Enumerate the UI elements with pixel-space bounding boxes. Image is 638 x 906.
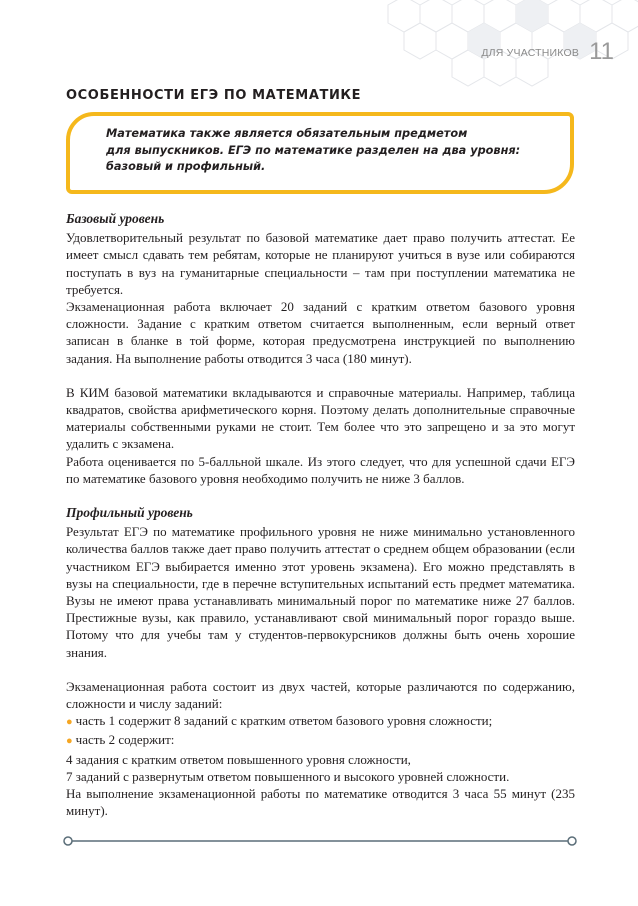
- main-content: [66, 210, 575, 820]
- section-label: ДЛЯ УЧАСТНИКОВ: [481, 47, 580, 59]
- paragraph: Удовлетворительный результат по базовой математике дает право получить аттестат. Ее имеет смысл сдавать тем ребятам, которые не планируют учиться в вузе или собираются поступать в вуз на гуманитарные специальности – там при поступлении математика не требуется.: [66, 230, 575, 297]
- list-item: ● часть 2 содержит:: [66, 732, 175, 748]
- paragraph: 7 заданий с развернутым ответом повышенного и высокого уровней сложности.: [66, 768, 510, 784]
- bullet-icon: ●: [66, 735, 73, 748]
- paragraph: Результат ЕГЭ по математике профильного уровня не ниже минимально установленного количества баллов также дает право получить аттестат о среднем общем образовании (если участником ЕГЭ выбирается именно этот уровень экзамена). Его можно представлять в вузы на специальности, где в перечне вступительных испытаний есть предмет математика. Вузы не имеют права устанавливать минимальный порог по математике ниже 27 баллов. Престижные вузы, как правило, устанавливают свой минимальный порог гораздо выше. Потому что для учебы там у студентов-первокурсников должны быть очень хорошие знания.: [66, 524, 575, 660]
- paragraph: Экзаменационная работа включает 20 заданий с кратким ответом базового уровня сложности. Задание с кратким ответом считается выполненным, если верный ответ записан в бланке в той форме, которая предусмотрена инструкцией по выполнению задания. На выполнение работы отводится 3 часа (180 минут).: [66, 299, 575, 366]
- profile-level-heading: Профильный уровень: [66, 505, 193, 521]
- list-item: ● часть 1 содержит 8 заданий с кратким ответом базового уровня сложности;: [66, 713, 493, 729]
- paragraph: 4 задания с кратким ответом повышенного уровня сложности,: [66, 751, 411, 767]
- paragraph: В КИМ базовой математики вкладываются и справочные материалы. Например, таблица квадратов, свойства арифметического корня. Поэтому делать дополнительные справочные материалы собственными руками не стоит. Тем более что это запрещено и за это могут удалить с экзамена.: [66, 384, 575, 452]
- paragraph: Экзаменационная работа состоит из двух частей, которые различаются по содержанию, сложности и числу заданий:: [66, 678, 575, 712]
- page-title: ОСОБЕННОСТИ ЕГЭ ПО МАТЕМАТИКЕ: [66, 88, 362, 103]
- paragraph: На выполнение экзаменационной работы по математике отводится 3 часа 55 минут (235 минут).: [66, 786, 575, 819]
- basic-level-heading: Базовый уровень: [66, 211, 165, 226]
- running-header: [481, 38, 614, 66]
- callout-box: [66, 112, 574, 194]
- paragraph: Работа оценивается по 5-балльной шкале. Из этого следует, что для успешной сдачи ЕГЭ по математике базового уровня необходимо получить не ниже 3 баллов.: [66, 453, 575, 486]
- callout-line: Математика также является обязательным предметом: [106, 127, 468, 140]
- footer-divider: [62, 834, 578, 848]
- callout-line: для выпускников. ЕГЭ по математике разделен на два уровня:: [106, 143, 521, 157]
- callout-line: базовый и профильный.: [106, 160, 266, 173]
- bullet-icon: ●: [66, 716, 73, 729]
- page-number: 11: [589, 38, 614, 65]
